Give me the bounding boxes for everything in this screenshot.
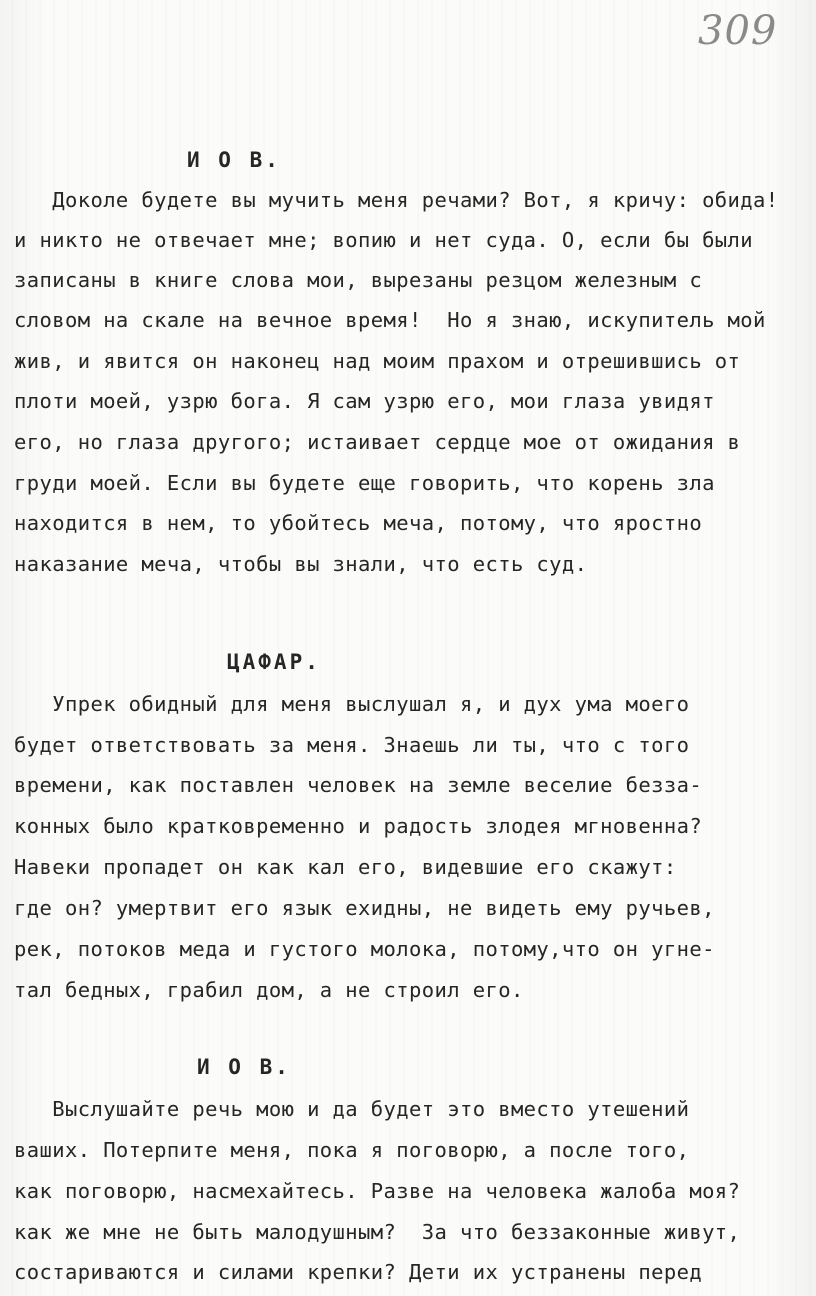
text-line: тал бедных, грабил дом, а не строил его. xyxy=(14,978,524,1002)
text-line: записаны в книге слова мои, вырезаны резцом железным с xyxy=(14,268,703,292)
text-line: конных было кратковременно и радость злодея мгновенна? xyxy=(14,814,703,838)
speaker-heading-job-2: И О В. xyxy=(197,1055,291,1079)
text-line: Упрек обидный для меня выслушал я, и дух ума моего xyxy=(14,692,690,716)
handwritten-page-number: 309 xyxy=(698,8,778,54)
speaker-heading-job-1: И О В. xyxy=(187,148,281,172)
text-line: где он? умертвит его язык ехидны, не видеть ему ручьев, xyxy=(14,896,715,920)
text-line: будет ответствовать за меня. Знаешь ли ты, что с того xyxy=(14,733,690,757)
text-line: наказание меча, чтобы вы знали, что есть суд. xyxy=(14,552,588,576)
text-line: Навеки пропадет он как кал его, видевшие его скажут: xyxy=(14,855,677,879)
text-line: как же мне не быть малодушным? За что беззаконные живут, xyxy=(14,1220,741,1244)
text-line: Выслушайте речь мою и да будет это вместо утешений xyxy=(14,1097,690,1121)
text-line: ваших. Потерпите меня, пока я поговорю, а после того, xyxy=(14,1138,690,1162)
text-line: времени, как поставлен человек на земле веселие безза- xyxy=(14,773,703,797)
text-line: рек, потоков меда и густого молока, потому,что он угне- xyxy=(14,937,715,961)
text-line: словом на скале на вечное время! Но я знаю, искупитель мой xyxy=(14,308,766,332)
speaker-heading-tsafar: ЦАФАР. xyxy=(227,650,321,674)
text-line: и никто не отвечает мне; вопию и нет суда. О, если бы были xyxy=(14,228,754,252)
text-line: находится в нем, то убойтесь меча, потому, что яростно xyxy=(14,511,703,535)
text-line: Доколе будете вы мучить меня речами? Вот, я кричу: обида! xyxy=(14,188,779,212)
text-line: груди моей. Если вы будете еще говорить, что корень зла xyxy=(14,471,715,495)
text-line: как поговорю, насмехайтесь. Разве на человека жалоба моя? xyxy=(14,1179,741,1203)
text-line: состариваются и силами крепки? Дети их устранены перед xyxy=(14,1260,703,1284)
text-line: плоти моей, узрю бога. Я сам узрю его, мои глаза увидят xyxy=(14,389,715,413)
text-line: жив, и явится он наконец над моим прахом и отрешившись от xyxy=(14,349,741,373)
text-line: его, но глаза другого; истаивает сердце мое от ожидания в xyxy=(14,430,741,454)
